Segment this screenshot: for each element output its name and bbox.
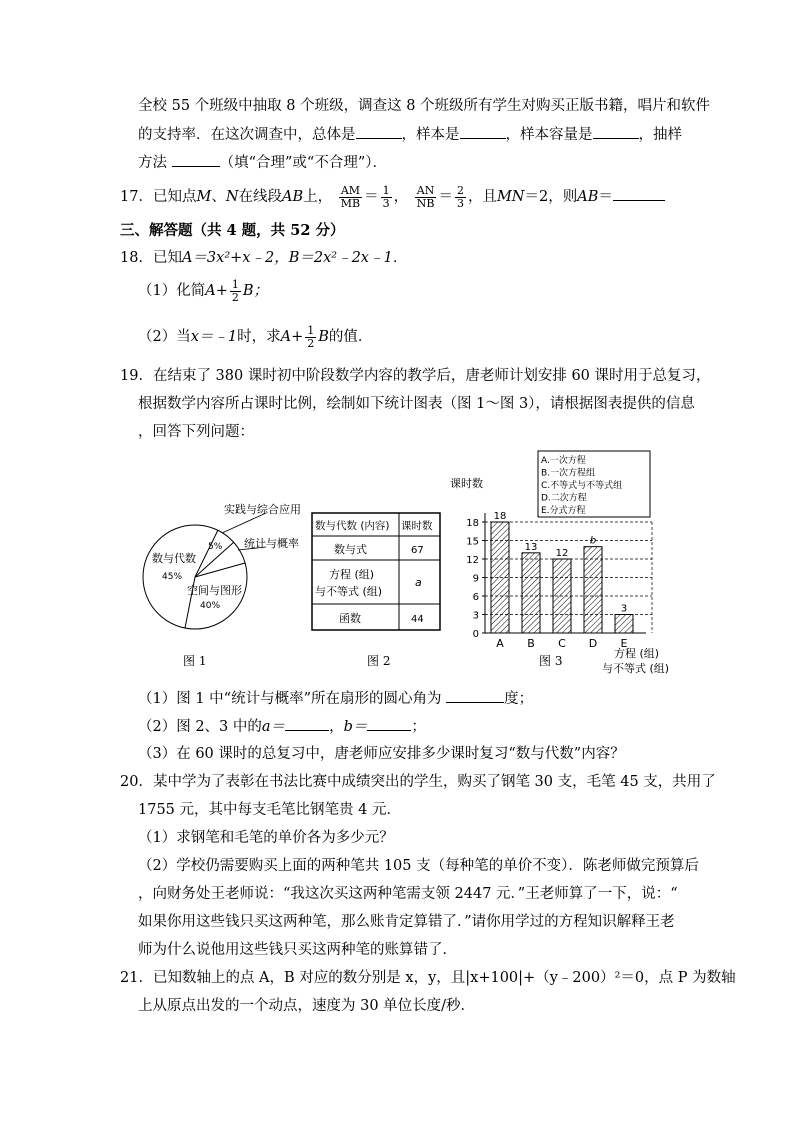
denominator: 2 (307, 336, 315, 350)
answer-blank-b[interactable] (367, 716, 411, 731)
pie-label-practice: 实践与综合应用 (224, 503, 301, 516)
q21-line1: 21．已知数轴上的点 A，B 对应的数分别是 x，y，且|x+100|+（y﹣200）²＝0，点 P 为数轴 (120, 970, 736, 986)
q18-expr: B (318, 329, 329, 345)
y-ticks (466, 518, 485, 640)
numerator: 1 (382, 183, 390, 197)
q21-line2: 上从原点出发的一个动点，速度为 30 单位长度/秒． (138, 998, 476, 1014)
q16-text: ，抽样 (638, 127, 682, 143)
table-cell: 函数 (339, 612, 361, 625)
y-tick-label: 15 (466, 536, 479, 548)
q16-text: ，样本容量是 (505, 127, 593, 143)
q17-text: 17．已知点 (120, 189, 197, 205)
answer-blank-angle[interactable] (446, 688, 504, 703)
var-AB: AB (577, 189, 599, 205)
y-tick-label: 12 (466, 555, 479, 566)
pie-divider (195, 530, 218, 577)
legend-item: B.一次方程组 (541, 468, 596, 479)
q18-stem (120, 248, 407, 268)
denominator: 3 (456, 196, 464, 210)
q17-text: 、 (211, 189, 226, 205)
q19-text: 度； (504, 691, 534, 707)
q19-sub2 (138, 716, 426, 737)
var-MN: MN (496, 189, 525, 205)
q16-line3 (138, 152, 387, 173)
fraction-an-nb (415, 185, 437, 210)
answer-blank-a[interactable] (285, 716, 329, 731)
pie-label-stats: 统计与概率 (244, 537, 299, 550)
numerator: AN (416, 183, 435, 197)
denominator: 2 (231, 290, 239, 304)
y-axis-title: 课时数 (450, 477, 483, 490)
table-header: 课时数 (401, 520, 433, 532)
x-tick-label: B (527, 637, 535, 650)
bar-value-label: b (589, 535, 597, 547)
equals: ＝ (364, 189, 379, 205)
denominator: 3 (382, 196, 390, 210)
q17-text: ， (393, 189, 409, 205)
x-tick-label: E (620, 637, 628, 650)
q20-line4: （2）学校仍需要购买上面的两种笔共 105 支（每种笔的单价不变）．陈老师做完预算后 (138, 858, 699, 874)
bar-value-label: 3 (620, 603, 628, 615)
x-labels (496, 637, 627, 650)
pie-label-algebra: 数与代数 (152, 552, 196, 565)
q18-expr: x＝﹣1 (190, 329, 238, 345)
leader-line (222, 513, 266, 533)
bar-A (491, 522, 509, 633)
q16-line2 (138, 124, 682, 145)
q18-text: 18．已知 (120, 250, 182, 266)
bar-value-label: 12 (555, 548, 569, 559)
y-tick-label: 6 (472, 592, 479, 603)
legend-item: A.一次方程 (541, 456, 586, 466)
q17-text: ＝2，则 (524, 189, 578, 205)
table-cell: 数与式 (334, 543, 367, 556)
bar-value-label: 13 (524, 541, 538, 553)
q16-text: ，样本是 (401, 127, 460, 143)
q16-line1: 全校 55 个班级中抽取 8 个班级，调查这 8 个班级所有学生对购买正版书籍，唱片和软件 (138, 98, 711, 114)
q18-part2 (138, 322, 372, 352)
table-cell: 与不等式 (组) (315, 585, 383, 598)
q18-text: （1）化简 (138, 283, 206, 299)
q19-line2: 根据数学内容所占课时比例，绘制如下统计图表（图 1～图 3），请根据图表提供的信息 (138, 396, 695, 412)
var-M: M (196, 189, 212, 205)
bar-E (615, 615, 633, 634)
pie-pct-geometry: 40% (200, 601, 221, 611)
table-cell: 44 (411, 614, 424, 625)
pie-pct-practice: 5% (208, 542, 223, 552)
legend-item: C.不等式与不等式组 (541, 481, 623, 491)
q16-text: （填“合理”或“不合理”）． (219, 155, 388, 171)
var-N: N (225, 189, 239, 205)
x-tick-label: C (558, 637, 566, 650)
y-tick-label: 9 (472, 573, 479, 585)
x-axis-title-2: 与不等式 (组) (602, 662, 670, 675)
y-tick-label: 0 (472, 629, 479, 640)
numerator: AM (340, 183, 361, 197)
x-tick-label: D (588, 637, 598, 650)
fraction-half (305, 325, 316, 350)
q20-line7: 师为什么说他用这些钱只买这两种笔的账算错了． (138, 942, 457, 958)
q18-text: （2）当 (138, 329, 191, 345)
q20-line6: 如果你用这些钱只买这两种笔，那么账肯定算错了．”请你用学过的方程知识解释王老 (138, 914, 675, 930)
table-header: 数与代数 (内容) (315, 520, 390, 532)
q18-expr: A+ (280, 329, 304, 345)
fraction-am-mb (339, 185, 362, 210)
q17-text: 在线段 (238, 189, 282, 205)
bar-chart (450, 445, 695, 680)
data-table (309, 512, 443, 632)
q16-text: 方法 (138, 155, 167, 171)
q17 (120, 184, 665, 210)
answer-blank-method[interactable] (172, 152, 220, 167)
q19-sub1 (138, 688, 533, 709)
var-b: b＝ (343, 719, 368, 735)
x-tick-label: A (496, 637, 504, 650)
table-cell: a (415, 576, 422, 589)
legend-item: E.分式方程 (541, 506, 586, 516)
q19-sub3: （3）在 60 课时的总复习中，唐老师应安排多少课时复习“数与代数”内容？ (138, 746, 625, 762)
q17-text: 上， (303, 189, 333, 205)
q20-line2: 1755 元，其中每支毛笔比钢笔贵 4 元． (138, 802, 401, 818)
var-a: a＝ (261, 719, 286, 735)
q19-text: ； (411, 719, 426, 735)
equals: ＝ (438, 189, 453, 205)
fig3-caption: 图 3 (539, 654, 563, 668)
q18-text: 时，求 (237, 329, 281, 345)
q18-text: 的值． (328, 329, 373, 345)
x-axis-title-1: 方程 (组) (614, 647, 660, 660)
fraction-one-third (381, 185, 392, 210)
table-cell: 67 (411, 545, 424, 556)
table-cell: 方程 (组) (329, 568, 375, 581)
q18-expr: A+ (205, 283, 228, 299)
q18-part1 (138, 276, 268, 306)
fig1-caption: 图 1 (183, 654, 207, 668)
q18-expression: A＝3x²+x﹣2，B＝2x²﹣2x﹣1． (181, 250, 408, 266)
numerator: 1 (231, 277, 239, 291)
fig2-caption: 图 2 (367, 654, 391, 668)
bar-D (584, 547, 602, 633)
q20-line1: 20．某中学为了表彰在书法比赛中成绩突出的学生，购买了钢笔 30 支，毛笔 45 支，共用了 (120, 774, 716, 790)
section-title: 三、解答题（共 4 题，共 52 分） (120, 222, 345, 239)
q20-line3: （1）求钢笔和毛笔的单价各为多少元？ (138, 830, 394, 846)
fraction-two-thirds (455, 185, 466, 210)
q19-line3: ，回答下列问题： (138, 424, 254, 440)
denominator: MB (340, 196, 361, 210)
q19-text: ， (329, 719, 344, 735)
answer-blank-sample-size[interactable] (593, 124, 639, 139)
q17-text: ＝ (598, 189, 613, 205)
q19-text: （1）图 1 中“统计与概率”所在扇形的圆心角为 (138, 691, 442, 707)
q17-text: ，且 (467, 189, 497, 205)
bar-B (522, 553, 540, 633)
q19-text: （2）图 2、3 中的 (138, 719, 262, 735)
y-tick-label: 3 (472, 610, 479, 622)
pie-chart (138, 495, 308, 635)
answer-blank-population[interactable] (356, 124, 402, 139)
numerator: 1 (307, 323, 315, 337)
q20-line5: ，向财务处王老师说：“我这次买这两种笔需支领 2447 元．”王老师算了一下，说：“ (138, 886, 678, 902)
numerator: 2 (456, 183, 464, 197)
fraction-half (230, 279, 241, 304)
var-AB: AB (282, 189, 304, 205)
pie-pct-algebra: 45% (162, 572, 183, 582)
pie-label-geometry: 空间与图形 (187, 584, 242, 597)
answer-blank-sample[interactable] (460, 124, 506, 139)
bar-value-label: 18 (493, 511, 507, 522)
q16-text: 的支持率．在这次调查中，总体是 (138, 127, 356, 143)
q19-line1: 19．在结束了 380 课时初中阶段数学内容的教学后，唐老师计划安排 60 课时用于总复习， (120, 368, 711, 384)
y-tick-label: 18 (466, 518, 479, 529)
denominator: NB (416, 196, 435, 210)
answer-blank-ab[interactable] (613, 186, 665, 201)
legend-item: D.二次方程 (541, 493, 587, 504)
bar-C (553, 559, 571, 633)
q18-expr: B； (242, 283, 269, 299)
